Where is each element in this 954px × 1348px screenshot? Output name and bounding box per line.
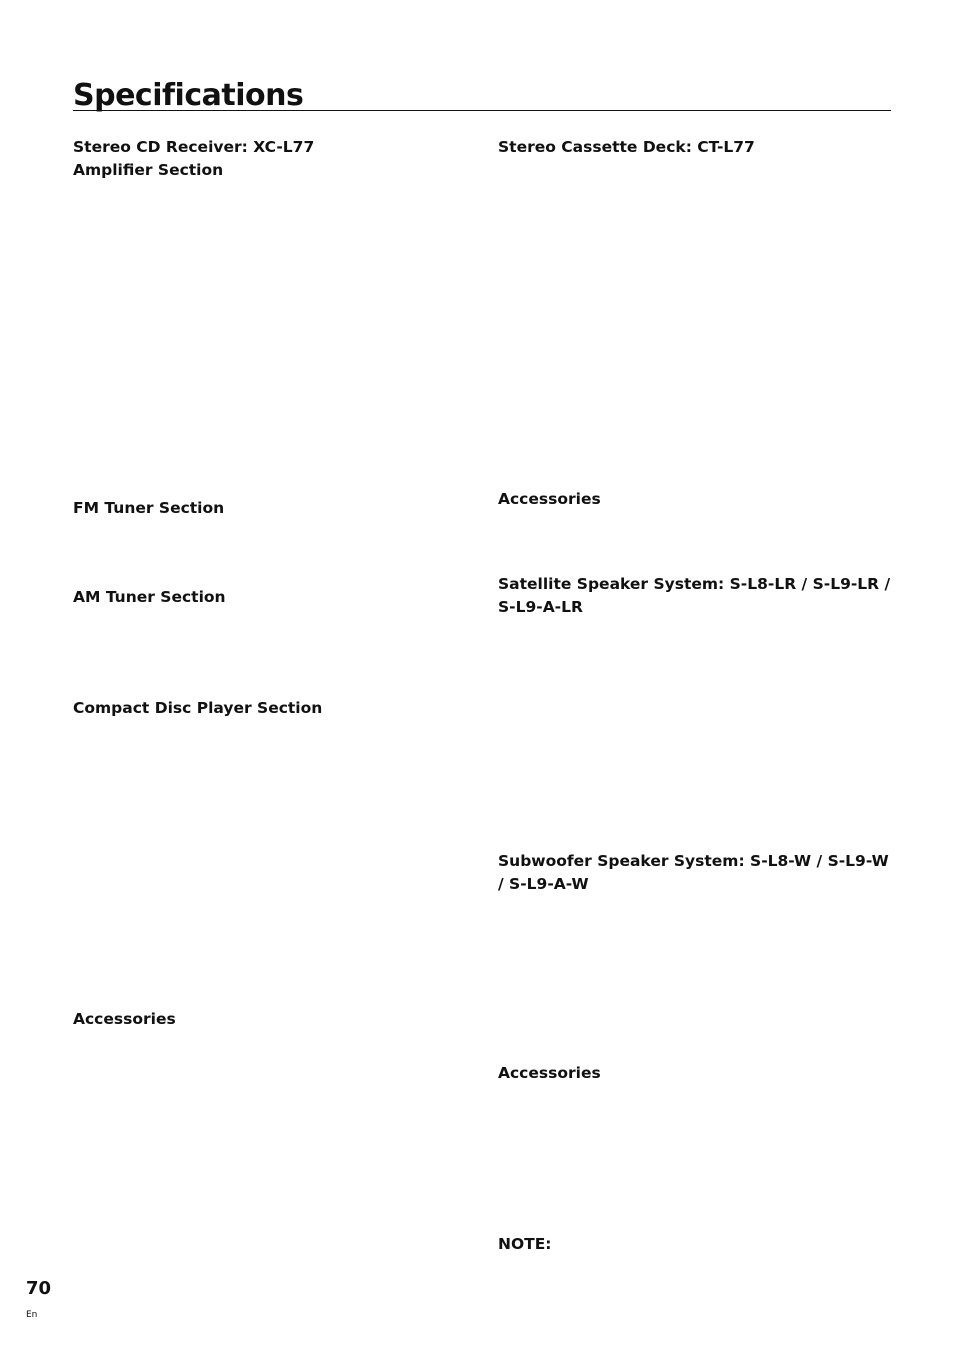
title-divider	[73, 110, 891, 111]
cassette-accessories-heading: Accessories	[498, 490, 601, 508]
satellite-speaker-heading: Satellite Speaker System: S-L8-LR / S-L9-LR / S-L9-A-LR	[498, 575, 891, 616]
note-heading: NOTE:	[498, 1235, 552, 1253]
amplifier-section-heading: Amplifier Section	[73, 161, 224, 179]
subwoofer-speaker-heading: Subwoofer Speaker System: S-L8-W / S-L9-W / S-L9-A-W	[498, 852, 889, 893]
cassette-deck-heading: Stereo Cassette Deck: CT-L77	[498, 138, 755, 156]
receiver-accessories-heading: Accessories	[73, 1010, 176, 1028]
speaker-accessories-heading: Accessories	[498, 1064, 601, 1082]
page-number: 70	[26, 1278, 52, 1299]
cd-player-section-heading: Compact Disc Player Section	[73, 699, 323, 717]
language-code: En	[26, 1310, 38, 1320]
am-tuner-section-heading: AM Tuner Section	[73, 588, 226, 606]
page-title: Specifications	[73, 78, 304, 113]
fm-tuner-section-heading: FM Tuner Section	[73, 499, 225, 517]
receiver-heading: Stereo CD Receiver: XC-L77	[73, 138, 315, 156]
